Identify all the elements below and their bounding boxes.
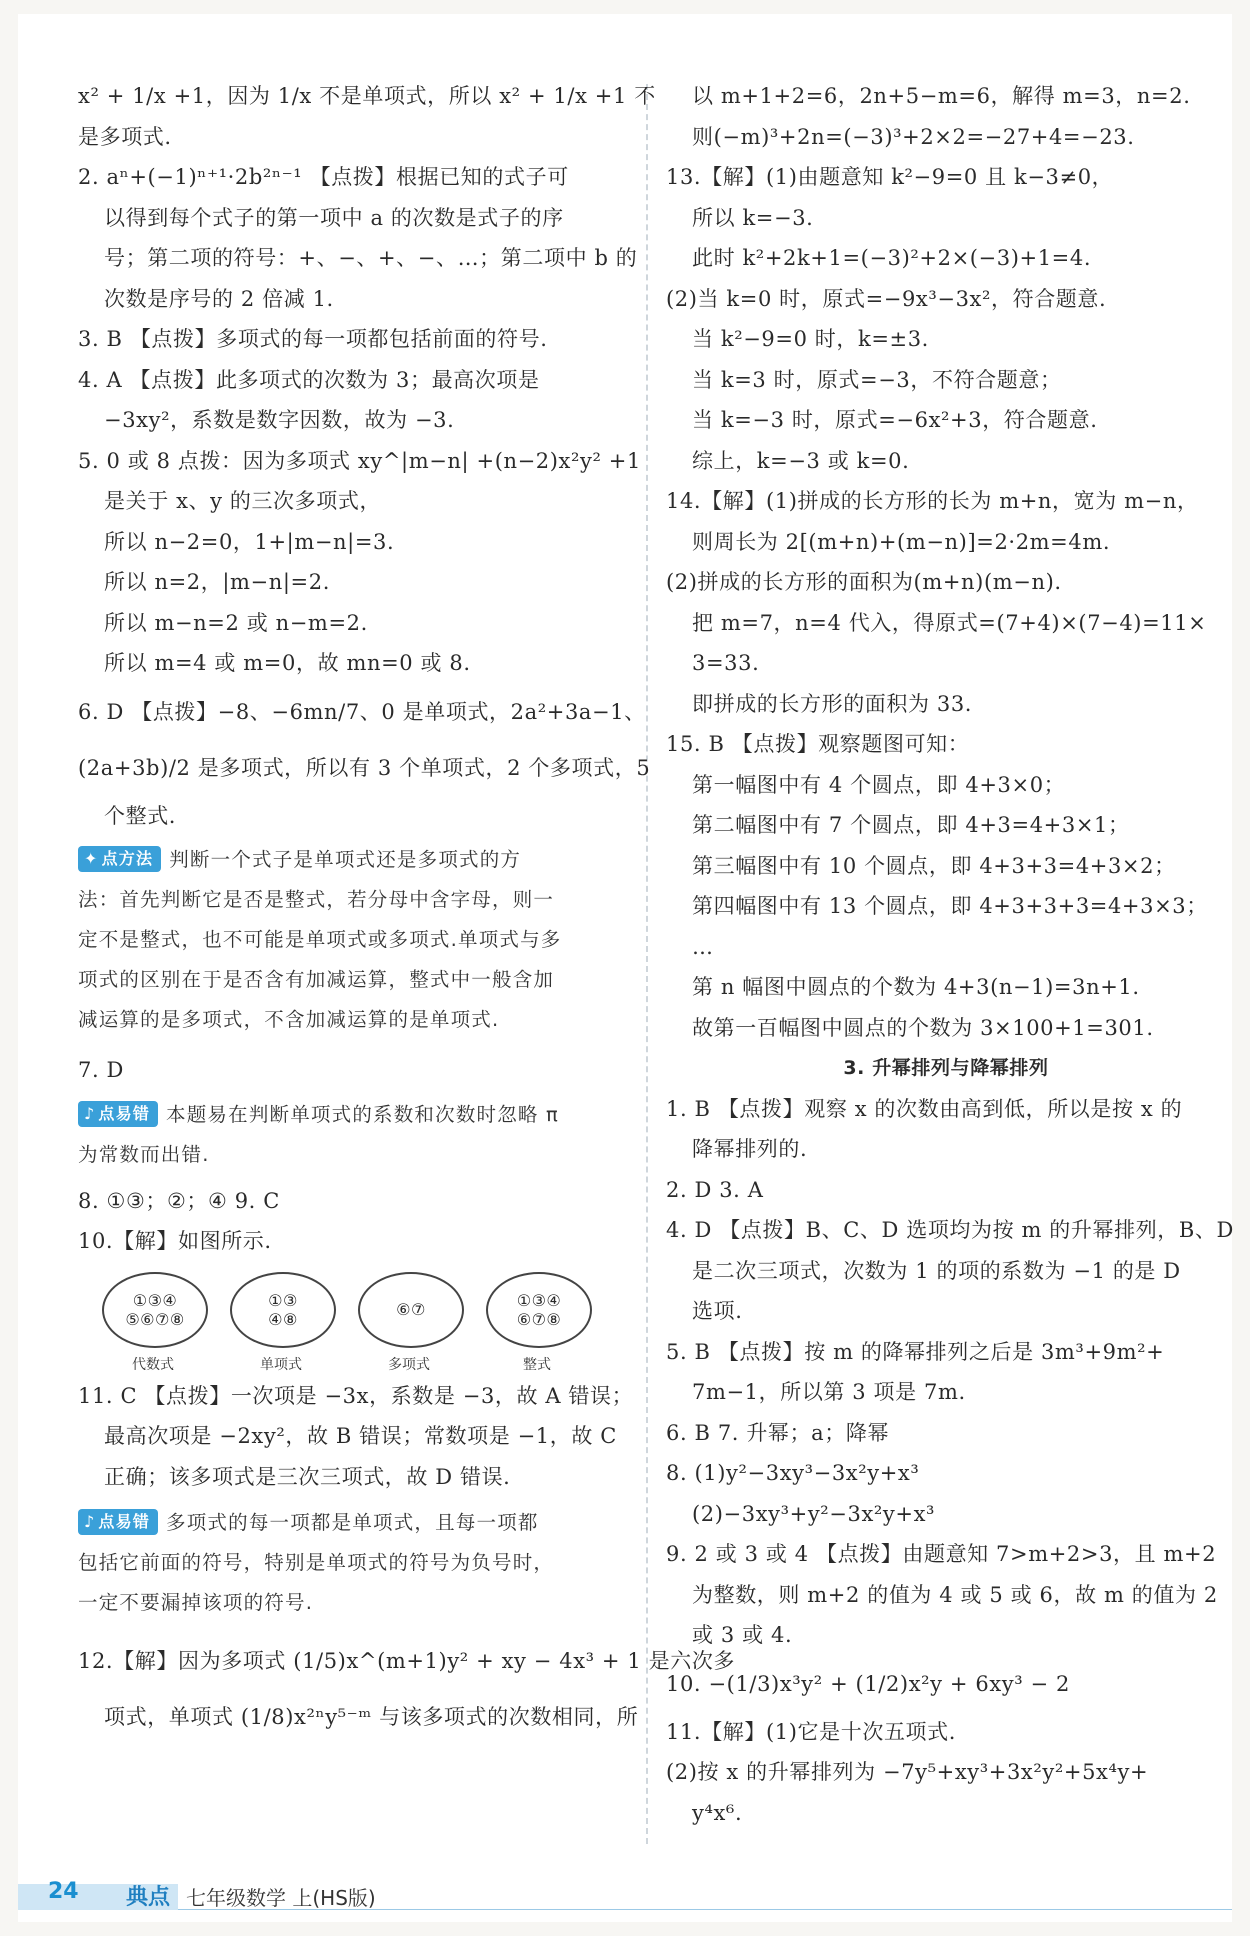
left-answers bbox=[78, 76, 656, 836]
answer-line: 个整式. bbox=[104, 803, 177, 828]
answer-line: 10. −(1/3)x³y² + (1/2)x²y + 6xy³ − 2 bbox=[666, 1671, 1070, 1696]
ellipse-label: 多项式 bbox=[388, 1356, 430, 1373]
answer-line: 项式，单项式 (1/8)x²ⁿy⁵⁻ᵐ 与该多项式的次数相同，所 bbox=[104, 1705, 639, 1729]
answer-line: 选项. bbox=[692, 1299, 743, 1323]
answer-line: (2a+3b)/2 是多项式，所以有 3 个单项式，2 个多项式，5 bbox=[78, 755, 651, 780]
diagram-ellipse bbox=[486, 1272, 592, 1348]
lightbulb-icon: ✦ bbox=[84, 849, 99, 868]
answer-line: 降幂排列的. bbox=[692, 1137, 808, 1161]
answer-line: 当 k=3 时，原式=−3，不符合题意； bbox=[692, 367, 1062, 392]
answer-line: 所以 m=4 或 m=0，故 mn=0 或 8. bbox=[104, 651, 471, 675]
method-badge: ✦ 点方法 bbox=[78, 846, 161, 872]
answer-line: 5. 0 或 8 点拨：因为多项式 xy^|m−n| +(n−2)x²y² +1 bbox=[78, 448, 641, 473]
error-badge: ♪ 点易错 bbox=[78, 1101, 158, 1127]
bell-icon: ♪ bbox=[84, 1512, 96, 1531]
error-line: 为常数而出错. bbox=[78, 1142, 210, 1166]
answer-line: 当 k=−3 时，原式=−6x²+3，符合题意. bbox=[692, 408, 1098, 432]
column-divider bbox=[646, 84, 648, 1844]
answer-line: 是二次三项式，次数为 1 的项的系数为 −1 的是 D bbox=[692, 1258, 1181, 1283]
answer-line: 8. (1)y²−3xy³−3x²y+x³ bbox=[666, 1461, 920, 1485]
answer-line: 此时 k²+2k+1=(−3)²+2×(−3)+1=4. bbox=[692, 246, 1092, 270]
diagram-ellipse bbox=[358, 1272, 464, 1348]
classification-diagram bbox=[78, 1266, 623, 1376]
right-answers bbox=[666, 76, 1234, 1833]
answer-line: 综上，k=−3 或 k=0. bbox=[692, 448, 910, 473]
answer-line: 12.【解】因为多项式 (1/5)x^(m+1)y² + xy − 4x³ + 1 是六次多 bbox=[78, 1649, 736, 1673]
ellipse-text: ①③ bbox=[268, 1290, 298, 1310]
ellipse-text: ⑤⑥⑦⑧ bbox=[125, 1309, 185, 1329]
ellipse-text: ⑥⑦ bbox=[396, 1300, 426, 1319]
answer-line: 以 m+1+2=6，2n+5−m=6，解得 m=3，n=2. bbox=[692, 84, 1191, 108]
error-line: 本题易在判断单项式的系数和次数时忽略 π bbox=[166, 1102, 559, 1126]
answer-line: 为整数，则 m+2 的值为 4 或 5 或 6，故 m 的值为 2 bbox=[692, 1582, 1218, 1607]
error-line: 一定不要漏掉该项的符号. bbox=[78, 1591, 314, 1614]
answer-line: 6. D 【点拨】−8、−6mn/7、0 是单项式，2a²+3a−1、 bbox=[78, 699, 646, 724]
answer-line: x² + 1/x +1，因为 1/x 不是单项式，所以 x² + 1/x +1 不 bbox=[78, 84, 656, 108]
answer-line: 所以 m−n=2 或 n−m=2. bbox=[104, 610, 368, 635]
answer-line: 4. D 【点拨】B、C、D 选项均为按 m 的升幂排列，B、D bbox=[666, 1218, 1234, 1242]
answer-line: 14.【解】(1)拼成的长方形的长为 m+n，宽为 m−n， bbox=[666, 489, 1199, 513]
method-line: 判断一个式子是单项式还是多项式的方 bbox=[169, 848, 522, 871]
page-footer bbox=[18, 1872, 1232, 1912]
error-badge: ♪ 点易错 bbox=[78, 1509, 158, 1535]
method-note bbox=[78, 840, 623, 880]
answer-line: y⁴x⁶. bbox=[692, 1800, 743, 1825]
error-line: 多项式的每一项都是单项式，且每一项都 bbox=[166, 1511, 539, 1534]
answer-line: 正确；该多项式是三次三项式，故 D 错误. bbox=[104, 1464, 511, 1489]
answer-line: 最高次项是 −2xy²，故 B 错误；常数项是 −1，故 C bbox=[104, 1424, 617, 1448]
answer-line: 是多项式. bbox=[78, 124, 172, 149]
answer-line: 以得到每个式子的第一项中 a 的次数是式子的序 bbox=[104, 205, 564, 230]
right-column bbox=[666, 76, 1234, 1833]
answer-line: 2. aⁿ+(−1)ⁿ⁺¹·2b²ⁿ⁻¹ 【点拨】根据已知的式子可 bbox=[78, 165, 569, 189]
answer-line: (2)按 x 的升幂排列为 −7y⁵+xy³+3x²y²+5x⁴y+ bbox=[666, 1760, 1149, 1784]
answer-line: 所以 k=−3. bbox=[692, 205, 814, 230]
answer-line: (2)−3xy³+y²−3x²y+x³ bbox=[692, 1501, 936, 1526]
answer-line: 第四幅图中有 13 个圆点，即 4+3+3+3=4+3×3； bbox=[692, 894, 1208, 918]
answer-7: 7. D bbox=[78, 1058, 124, 1082]
answer-line: 15. B 【点拨】观察题图可知： bbox=[666, 732, 970, 756]
diagram-ellipse bbox=[230, 1272, 336, 1348]
answer-line: 7m−1，所以第 3 项是 7m. bbox=[692, 1380, 966, 1404]
answer-line: 是关于 x、y 的三次多项式， bbox=[104, 489, 382, 513]
answer-line: 第二幅图中有 7 个圆点，即 4+3=4+3×1； bbox=[692, 813, 1130, 837]
answer-line: 13.【解】(1)由题意知 k²−9=0 且 k−3≠0， bbox=[666, 165, 1114, 189]
bell-icon: ♪ bbox=[84, 1103, 96, 1123]
answer-line: 4. A 【点拨】此多项式的次数为 3；最高次项是 bbox=[78, 367, 540, 392]
answer-line: 6. B 7. 升幂；a；降幂 bbox=[666, 1420, 890, 1445]
ellipse-text: ①③④ bbox=[132, 1290, 178, 1310]
answer-line: 则周长为 2[(m+n)+(m−n)]=2·2m=4m. bbox=[692, 529, 1111, 554]
answer-line: 当 k²−9=0 时，k=±3. bbox=[692, 327, 929, 351]
answer-line: 号；第二项的符号：+、−、+、−、…；第二项中 b 的 bbox=[104, 246, 638, 270]
answer-8-9: 8. ①③；②；④ 9. C bbox=[78, 1188, 280, 1213]
answer-line: 11.【解】(1)它是十次五项式. bbox=[666, 1719, 957, 1744]
answer-line: −3xy²，系数是数字因数，故为 −3. bbox=[104, 408, 455, 432]
left-answers-12 bbox=[78, 1633, 736, 1745]
answer-line: 5. B 【点拨】按 m 的降幂排列之后是 3m³+9m²+ bbox=[666, 1339, 1165, 1364]
answer-line: 第三幅图中有 10 个圆点，即 4+3+3=4+3×2； bbox=[692, 853, 1176, 878]
ellipse-text: ④⑧ bbox=[268, 1309, 298, 1329]
answer-line: 3. 升幂排列与降幂排列 bbox=[843, 1057, 1049, 1079]
answer-line: 1. B 【点拨】观察 x 的次数由高到低，所以是按 x 的 bbox=[666, 1096, 1183, 1121]
ellipse-text: ⑥⑦⑧ bbox=[516, 1309, 562, 1329]
answer-line: 2. D 3. A bbox=[666, 1177, 764, 1202]
answer-line: (2)当 k=0 时，原式=−9x³−3x²，符合题意. bbox=[666, 286, 1107, 311]
footer-rule bbox=[178, 1909, 1232, 1910]
answer-line: 3=33. bbox=[692, 651, 760, 675]
answer-line: 即拼成的长方形的面积为 33. bbox=[692, 691, 973, 716]
answer-line: 把 m=7，n=4 代入，得原式=(7+4)×(7−4)=11× bbox=[692, 610, 1207, 635]
answer-line: 11. C 【点拨】一次项是 −3x，系数是 −3，故 A 错误； bbox=[78, 1383, 634, 1408]
answer-page bbox=[18, 14, 1232, 1922]
answer-line: … bbox=[692, 934, 714, 959]
method-line: 法：首先判断它是否是整式，若分母中含字母，则一 bbox=[78, 888, 555, 911]
error-note bbox=[78, 1503, 623, 1543]
ellipse-label: 整式 bbox=[523, 1356, 551, 1373]
answer-line: 所以 n−2=0，1+|m−n|=3. bbox=[104, 529, 395, 554]
answer-line: 则(−m)³+2n=(−3)³+2×2=−27+4=−23. bbox=[692, 124, 1135, 149]
answer-line: 次数是序号的 2 倍减 1. bbox=[104, 286, 334, 311]
answer-line: 或 3 或 4. bbox=[692, 1623, 793, 1647]
error-note bbox=[78, 1095, 623, 1135]
method-line: 定不是整式，也不可能是单项式或多项式.单项式与多 bbox=[78, 928, 562, 951]
left-answers-11 bbox=[78, 1376, 634, 1498]
method-line: 项式的区别在于是否含有加减运算，整式中一般含加 bbox=[78, 968, 555, 991]
error-line: 包括它前面的符号，特别是单项式的符号为负号时， bbox=[78, 1551, 555, 1574]
answer-line: 第 n 幅图中圆点的个数为 4+3(n−1)=3n+1. bbox=[692, 975, 1140, 999]
ellipse-text: ①③④ bbox=[516, 1290, 562, 1310]
answer-line: 故第一百幅图中圆点的个数为 3×100+1=301. bbox=[692, 1015, 1154, 1040]
answer-10: 10.【解】如图所示. bbox=[78, 1229, 272, 1253]
answer-line: 3. B 【点拨】多项式的每一项都包括前面的符号. bbox=[78, 327, 548, 351]
answer-line: 9. 2 或 3 或 4 【点拨】由题意知 7>m+2>3，且 m+2 bbox=[666, 1542, 1217, 1566]
diagram-ellipse bbox=[102, 1272, 208, 1348]
ellipse-label: 单项式 bbox=[260, 1356, 302, 1373]
answer-line: 第一幅图中有 4 个圆点，即 4+3×0； bbox=[692, 772, 1066, 797]
answer-line: (2)拼成的长方形的面积为(m+n)(m−n). bbox=[666, 570, 1062, 594]
ellipse-label: 代数式 bbox=[132, 1356, 174, 1373]
answer-line: 所以 n=2，|m−n|=2. bbox=[104, 570, 330, 594]
brand-logo: 典点 bbox=[126, 1885, 171, 1910]
method-line: 减运算的是多项式，不含加减运算的是单项式. bbox=[78, 1008, 500, 1031]
book-title: 七年级数学 上(HS版) bbox=[186, 1886, 376, 1910]
page-number: 24 bbox=[48, 1879, 79, 1904]
